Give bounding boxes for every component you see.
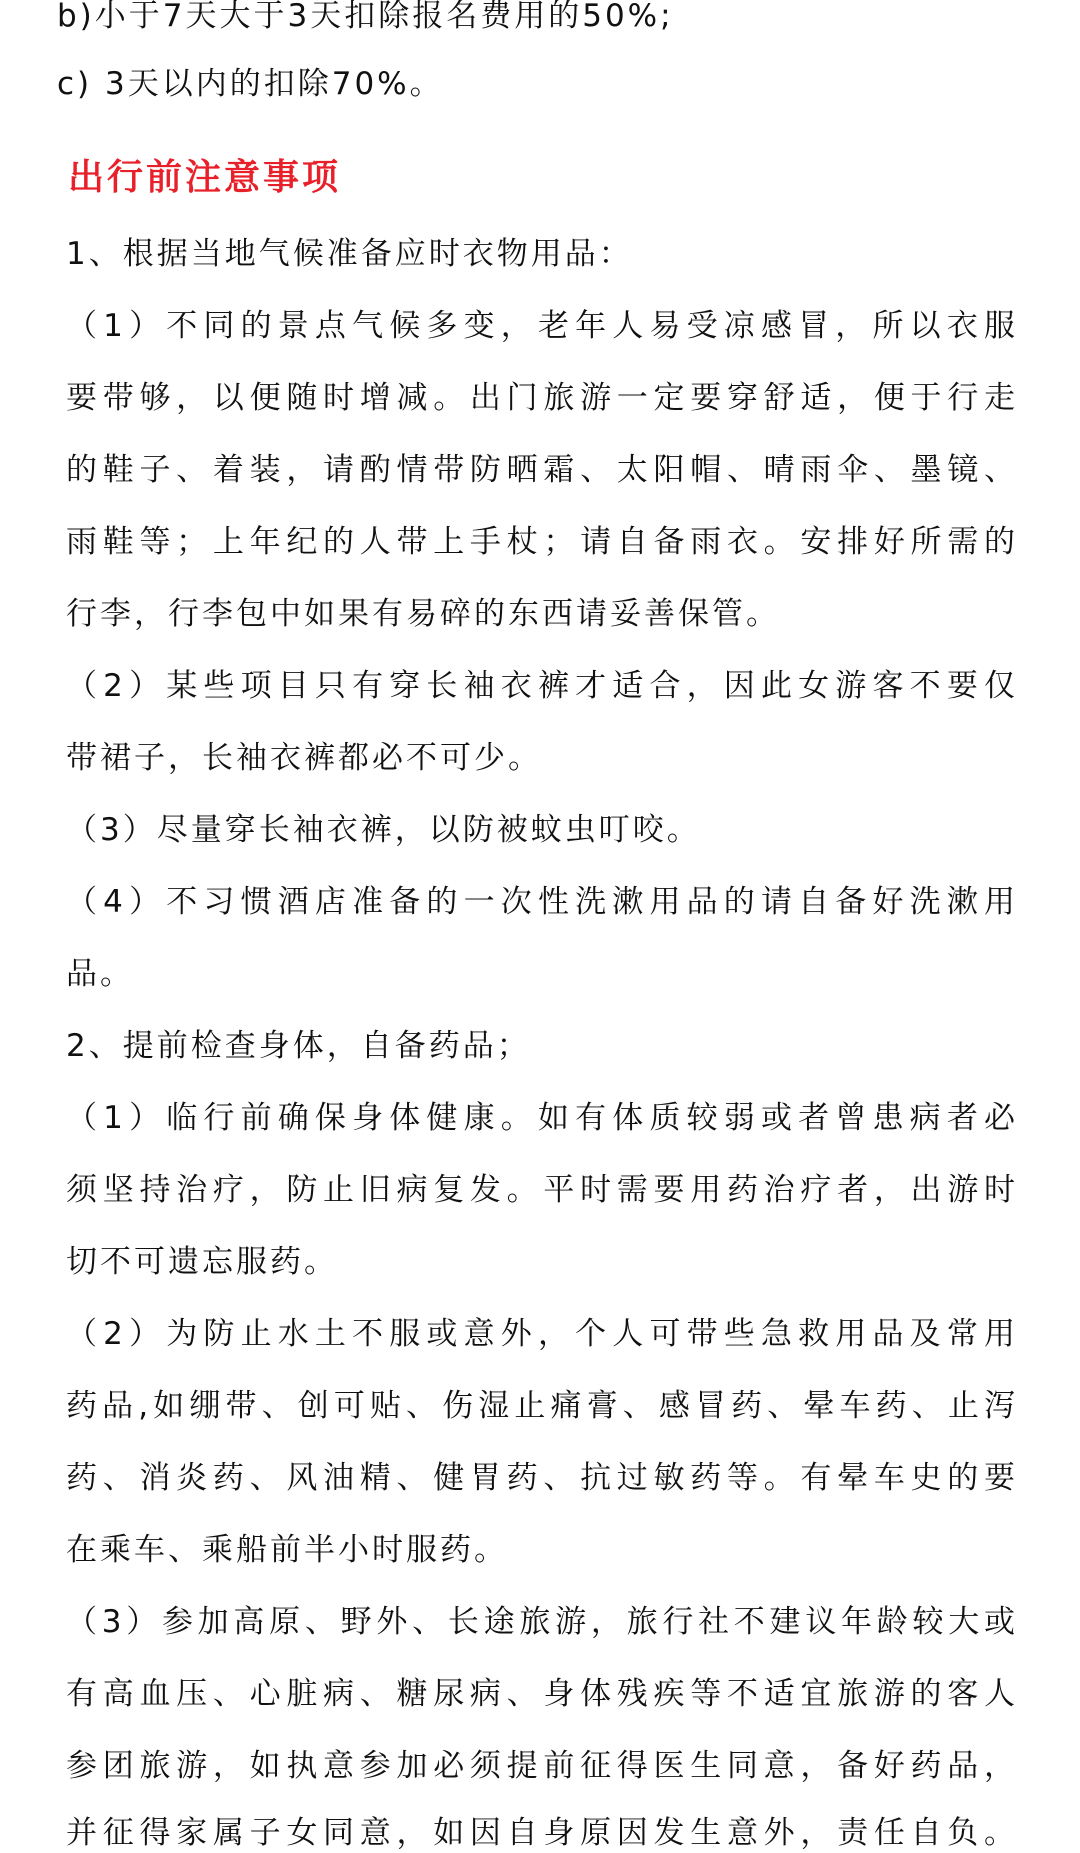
refund-rule-c: c) 3天以内的扣除70%。	[57, 66, 444, 102]
paragraph-line: 参团旅游，如执意参加必须提前征得医生同意，备好药品，	[66, 1748, 1018, 1784]
paragraph-line: （1）临行前确保身体健康。如有体质较弱或者曾患病者必	[66, 1100, 1018, 1136]
paragraph-line: （4）不习惯酒店准备的一次性洗漱用品的请自备好洗漱用	[66, 884, 1018, 920]
paragraph-line: 的鞋子、着装，请酌情带防晒霜、太阳帽、晴雨伞、墨镜、	[66, 452, 1018, 488]
paragraph-line: 雨鞋等；上年纪的人带上手杖；请自备雨衣。安排好所需的	[66, 524, 1018, 560]
paragraph-line: 品。	[66, 956, 134, 992]
paragraph-line: 药品,如绷带、创可贴、伤湿止痛膏、感冒药、晕车药、止泻	[66, 1388, 1018, 1424]
paragraph-line: （3）参加高原、野外、长途旅游，旅行社不建议年龄较大或	[66, 1604, 1018, 1640]
paragraph-line: 并征得家属子女同意，如因自身原因发生意外，责任自负。	[66, 1815, 1018, 1851]
paragraph-line: （2）为防止水土不服或意外，个人可带些急救用品及常用	[66, 1316, 1018, 1352]
paragraph-line: 在乘车、乘船前半小时服药。	[66, 1532, 508, 1568]
paragraph-line: 切不可遗忘服药。	[66, 1244, 338, 1280]
paragraph-line: 有高血压、心脏病、糖尿病、身体残疾等不适宜旅游的客人	[66, 1676, 1018, 1712]
paragraph-line: （3）尽量穿长袖衣裤，以防被蚊虫叮咬。	[66, 812, 701, 848]
item-1-heading: 1、根据当地气候准备应时衣物用品：	[66, 236, 633, 272]
paragraph-line: （2）某些项目只有穿长袖衣裤才适合，因此女游客不要仅	[66, 668, 1018, 704]
section-title: 出行前注意事项	[68, 157, 342, 198]
item-2-heading: 2、提前检查身体，自备药品；	[66, 1028, 531, 1064]
paragraph-line: 要带够，以便随时增减。出门旅游一定要穿舒适，便于行走	[66, 380, 1018, 416]
paragraph-line: 行李，行李包中如果有易碎的东西请妥善保管。	[66, 596, 780, 632]
paragraph-line: 带裙子，长袖衣裤都必不可少。	[66, 740, 542, 776]
paragraph-line: 须坚持治疗，防止旧病复发。平时需要用药治疗者，出游时	[66, 1172, 1018, 1208]
paragraph-line: 药、消炎药、风油精、健胃药、抗过敏药等。有晕车史的要	[66, 1460, 1018, 1496]
refund-rule-b: b)小于7天大于3天扣除报名费用的50%;	[57, 0, 674, 34]
paragraph-line: （1）不同的景点气候多变，老年人易受凉感冒，所以衣服	[66, 308, 1018, 344]
